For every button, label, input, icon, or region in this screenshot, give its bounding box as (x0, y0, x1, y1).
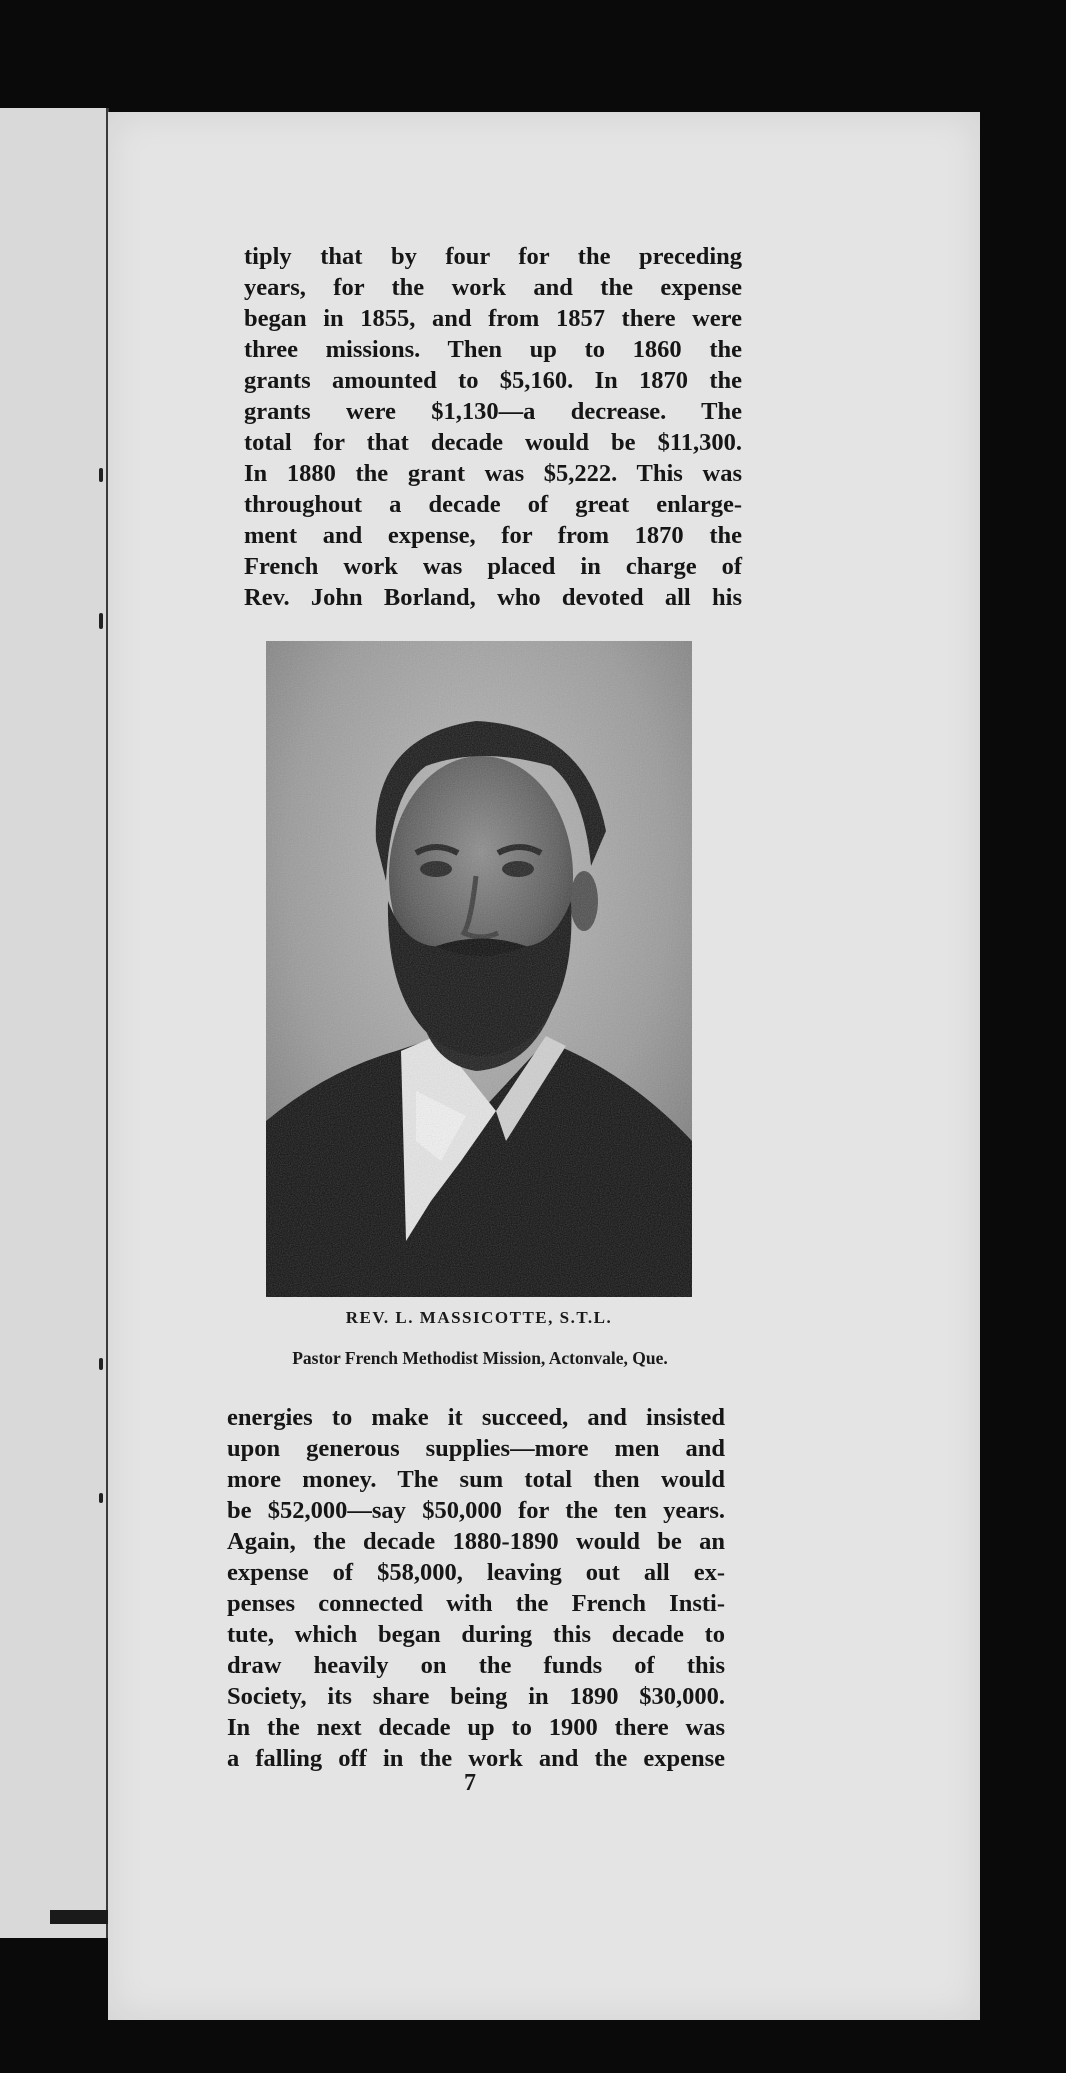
paragraph-top (244, 241, 742, 613)
text-line: energies to make it succeed, and insisted (227, 1404, 725, 1431)
text-line: French work was placed in charge of (244, 553, 742, 580)
portrait-illustration (266, 641, 692, 1297)
text-line: upon generous supplies—more men and (227, 1435, 725, 1462)
text-line: In 1880 the grant was $5,222. This was (244, 460, 742, 487)
text-line: total for that decade would be $11,300. (244, 429, 742, 456)
text-line: grants amounted to $5,160. In 1870 the (244, 367, 742, 394)
text-line: began in 1855, and from 1857 there were (244, 305, 742, 332)
text-line: three missions. Then up to 1860 the (244, 336, 742, 363)
text-line: years, for the work and the expense (244, 274, 742, 301)
text-line: Rev. John Borland, who devoted all his (244, 584, 742, 611)
text-line: ment and expense, for from 1870 the (244, 522, 742, 549)
text-line: tiply that by four for the preceding (244, 243, 742, 270)
text-line: be $52,000—say $50,000 for the ten years. (227, 1497, 725, 1524)
text-line: Society, its share being in 1890 $30,000. (227, 1683, 725, 1710)
text-line: penses connected with the French Insti- (227, 1590, 725, 1617)
text-line: grants were $1,130—a decrease. The (244, 398, 742, 425)
text-line: a falling off in the work and the expense (227, 1745, 725, 1772)
portrait-photo (266, 641, 692, 1297)
text-line: Again, the decade 1880-1890 would be an (227, 1528, 725, 1555)
text-line: more money. The sum total then would (227, 1466, 725, 1493)
text-line: expense of $58,000, leaving out all ex- (227, 1559, 725, 1586)
text-line: throughout a decade of great enlarge- (244, 491, 742, 518)
photo-caption-name: REV. L. MASSICOTTE, S.T.L. (345, 1308, 613, 1327)
text-line: In the next decade up to 1900 there was (227, 1714, 725, 1741)
photo-caption-role: Pastor French Methodist Mission, Actonvale, Que. (292, 1348, 668, 1368)
left-page-edge (0, 108, 109, 1938)
text-line: tute, which began during this decade to (227, 1621, 725, 1648)
page-number: 7 (464, 1770, 476, 1796)
text-line: draw heavily on the funds of this (227, 1652, 725, 1679)
paragraph-bottom (227, 1402, 725, 1774)
